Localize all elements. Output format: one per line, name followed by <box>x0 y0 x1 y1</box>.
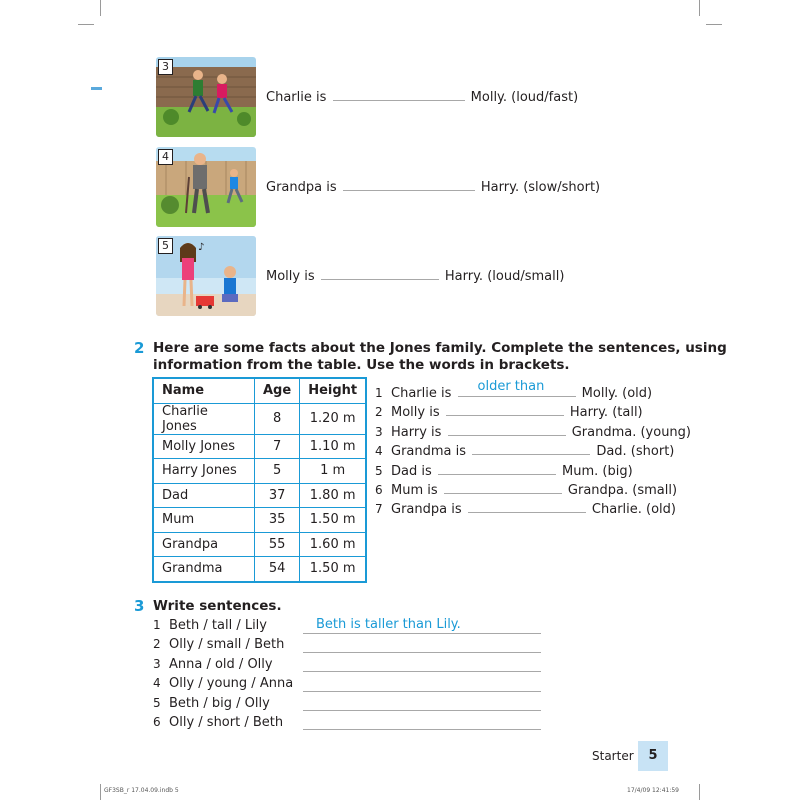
sentence-start: Grandma is <box>391 444 467 460</box>
cell-height: 1.10 m <box>300 434 366 459</box>
item-number: 5 <box>153 695 161 710</box>
cell-name: Grandma <box>153 557 255 582</box>
list-item <box>375 379 691 405</box>
list-item <box>375 425 691 444</box>
section-label: Starter <box>592 749 634 763</box>
table-row <box>153 532 366 557</box>
sentence-end: Harry. (slow/short) <box>480 180 601 195</box>
list-item <box>375 444 691 463</box>
sentence-start: Molly is <box>266 269 315 284</box>
answer-blank[interactable] <box>444 484 562 494</box>
answer-blank[interactable] <box>472 445 590 455</box>
answer-line[interactable] <box>303 710 541 711</box>
answer-blank[interactable] <box>321 270 439 280</box>
item-number: 3 <box>153 656 161 671</box>
cell-name: Dad <box>153 483 255 508</box>
answer-blank[interactable] <box>343 181 475 191</box>
crop-mark <box>699 0 700 16</box>
prompt-text: Olly / short / Beth <box>169 714 284 730</box>
cell-height: 1 m <box>300 459 366 484</box>
column-header-name: Name <box>153 378 255 403</box>
item-number-badge: 5 <box>158 238 173 254</box>
column-header-height: Height <box>300 378 366 403</box>
cell-name: Mum <box>153 508 255 533</box>
cell-age: 8 <box>255 403 300 434</box>
list-item <box>375 464 691 483</box>
answer-blank[interactable] <box>333 91 465 101</box>
cell-age: 37 <box>255 483 300 508</box>
cell-age: 5 <box>255 459 300 484</box>
table-row <box>153 459 366 484</box>
cell-height: 1.50 m <box>300 508 366 533</box>
svg-text:♪: ♪ <box>198 242 205 253</box>
list-item <box>375 405 691 424</box>
prompt-text: Beth / big / Olly <box>169 695 270 711</box>
exercise1-item <box>156 236 616 316</box>
prompt-text: Anna / old / Olly <box>169 656 273 672</box>
exercise2-sentences <box>375 379 691 522</box>
margin-tab-mark <box>91 87 102 90</box>
cell-name: Harry Jones <box>153 459 255 484</box>
item-number-badge: 3 <box>158 59 173 75</box>
sentence-end: Grandpa. (small) <box>567 482 678 498</box>
exercise3-number: 3 <box>134 597 145 615</box>
page-number: 5 <box>638 741 668 771</box>
crop-mark <box>699 784 700 800</box>
instructions-line: Here are some facts about the Jones family. Complete the sentences, using <box>153 340 727 356</box>
list-item <box>153 696 293 715</box>
table-header-row <box>153 378 366 403</box>
list-item <box>153 676 293 695</box>
cell-height: 1.60 m <box>300 532 366 557</box>
answer-blank[interactable] <box>448 426 566 436</box>
crop-mark <box>706 24 722 25</box>
exercise2-number: 2 <box>134 339 145 357</box>
column-header-age: Age <box>255 378 300 403</box>
cell-age: 54 <box>255 557 300 582</box>
item-number: 6 <box>153 714 161 729</box>
table-row <box>153 403 366 434</box>
answer-line[interactable] <box>303 671 541 672</box>
sentence-start: Charlie is <box>391 386 452 401</box>
item-number-badge: 4 <box>158 149 173 165</box>
instructions-line: information from the table. Use the words in brackets. <box>153 356 570 373</box>
answer-line[interactable] <box>303 691 541 692</box>
exercise1-item <box>156 57 616 137</box>
cell-height: 1.50 m <box>300 557 366 582</box>
item-number: 2 <box>153 637 161 652</box>
table-row <box>153 483 366 508</box>
table-row <box>153 434 366 459</box>
prompt-text: Beth / tall / Lily <box>169 618 267 633</box>
answer-line[interactable] <box>303 729 541 730</box>
item-number: 7 <box>375 502 383 517</box>
sentence-end: Harry. (tall) <box>569 405 643 421</box>
exercise1-item <box>156 147 616 227</box>
cell-name: Grandpa <box>153 532 255 557</box>
crop-mark <box>100 0 101 16</box>
cell-age: 7 <box>255 434 300 459</box>
list-item <box>153 637 293 656</box>
sentence-start: Molly is <box>391 405 440 421</box>
prompt-text: Olly / young / Anna <box>169 676 294 692</box>
item-number: 4 <box>375 444 383 459</box>
answer-blank[interactable] <box>446 406 564 416</box>
sentence-start: Dad is <box>391 463 432 479</box>
answer-blank[interactable] <box>468 503 586 513</box>
answer-blank[interactable] <box>438 465 556 475</box>
list-item <box>375 483 691 502</box>
crop-mark <box>100 784 101 800</box>
answer-blank[interactable] <box>458 379 576 397</box>
exercise3-prompts <box>153 618 293 734</box>
sentence-end: Grandma. (young) <box>571 424 691 440</box>
list-item <box>153 618 293 637</box>
cell-age: 55 <box>255 532 300 557</box>
item-number: 3 <box>375 424 383 439</box>
print-slug-left: GF3SB_r 17.04.09.indb 5 <box>104 787 179 794</box>
sentence-start: Grandpa is <box>266 180 337 195</box>
item-number: 1 <box>153 618 161 632</box>
prompt-text: Olly / small / Beth <box>169 637 285 653</box>
list-item <box>153 715 293 734</box>
running-kids-illustration <box>156 57 256 137</box>
item-number: 5 <box>375 463 383 478</box>
item-number: 2 <box>375 405 383 420</box>
singing-girl-illustration <box>156 236 256 316</box>
sentence-start: Mum is <box>391 482 438 498</box>
exercise1-sentence <box>266 90 578 105</box>
answer-line[interactable] <box>303 633 541 634</box>
jones-family-table <box>152 377 367 583</box>
list-item <box>153 657 293 676</box>
sentence-end: Mum. (big) <box>562 463 633 479</box>
grandpa-and-boy-illustration <box>156 147 256 227</box>
sentence-end: Molly. (old) <box>581 386 653 401</box>
exercise1-sentence <box>266 269 564 284</box>
table-row <box>153 508 366 533</box>
print-slug-right: 17/4/09 12:41:59 <box>627 787 679 794</box>
cell-height: 1.80 m <box>300 483 366 508</box>
sentence-start: Grandpa is <box>391 502 462 518</box>
item-number: 6 <box>375 482 383 497</box>
item-number: 4 <box>153 676 161 691</box>
sentence-end: Dad. (short) <box>596 444 675 460</box>
answer-line[interactable] <box>303 652 541 653</box>
handwritten-example-answer: Beth is taller than Lily. <box>316 617 461 632</box>
sentence-start: Charlie is <box>266 90 327 105</box>
sentence-start: Harry is <box>391 424 442 440</box>
crop-mark <box>78 24 94 25</box>
list-item <box>375 502 691 521</box>
item-number: 1 <box>375 386 383 400</box>
exercise3-title: Write sentences. <box>153 598 282 614</box>
sentence-end: Harry. (loud/small) <box>444 269 565 284</box>
cell-name: Molly Jones <box>153 434 255 459</box>
cell-height: 1.20 m <box>300 403 366 434</box>
exercise2-instructions <box>153 340 727 373</box>
table-row <box>153 557 366 582</box>
sentence-end: Charlie. (old) <box>591 502 676 518</box>
exercise1-sentence <box>266 180 600 195</box>
sentence-end: Molly. (loud/fast) <box>470 90 579 105</box>
handwritten-answer: older than <box>477 379 545 394</box>
cell-age: 35 <box>255 508 300 533</box>
cell-name: Charlie Jones <box>153 403 255 434</box>
